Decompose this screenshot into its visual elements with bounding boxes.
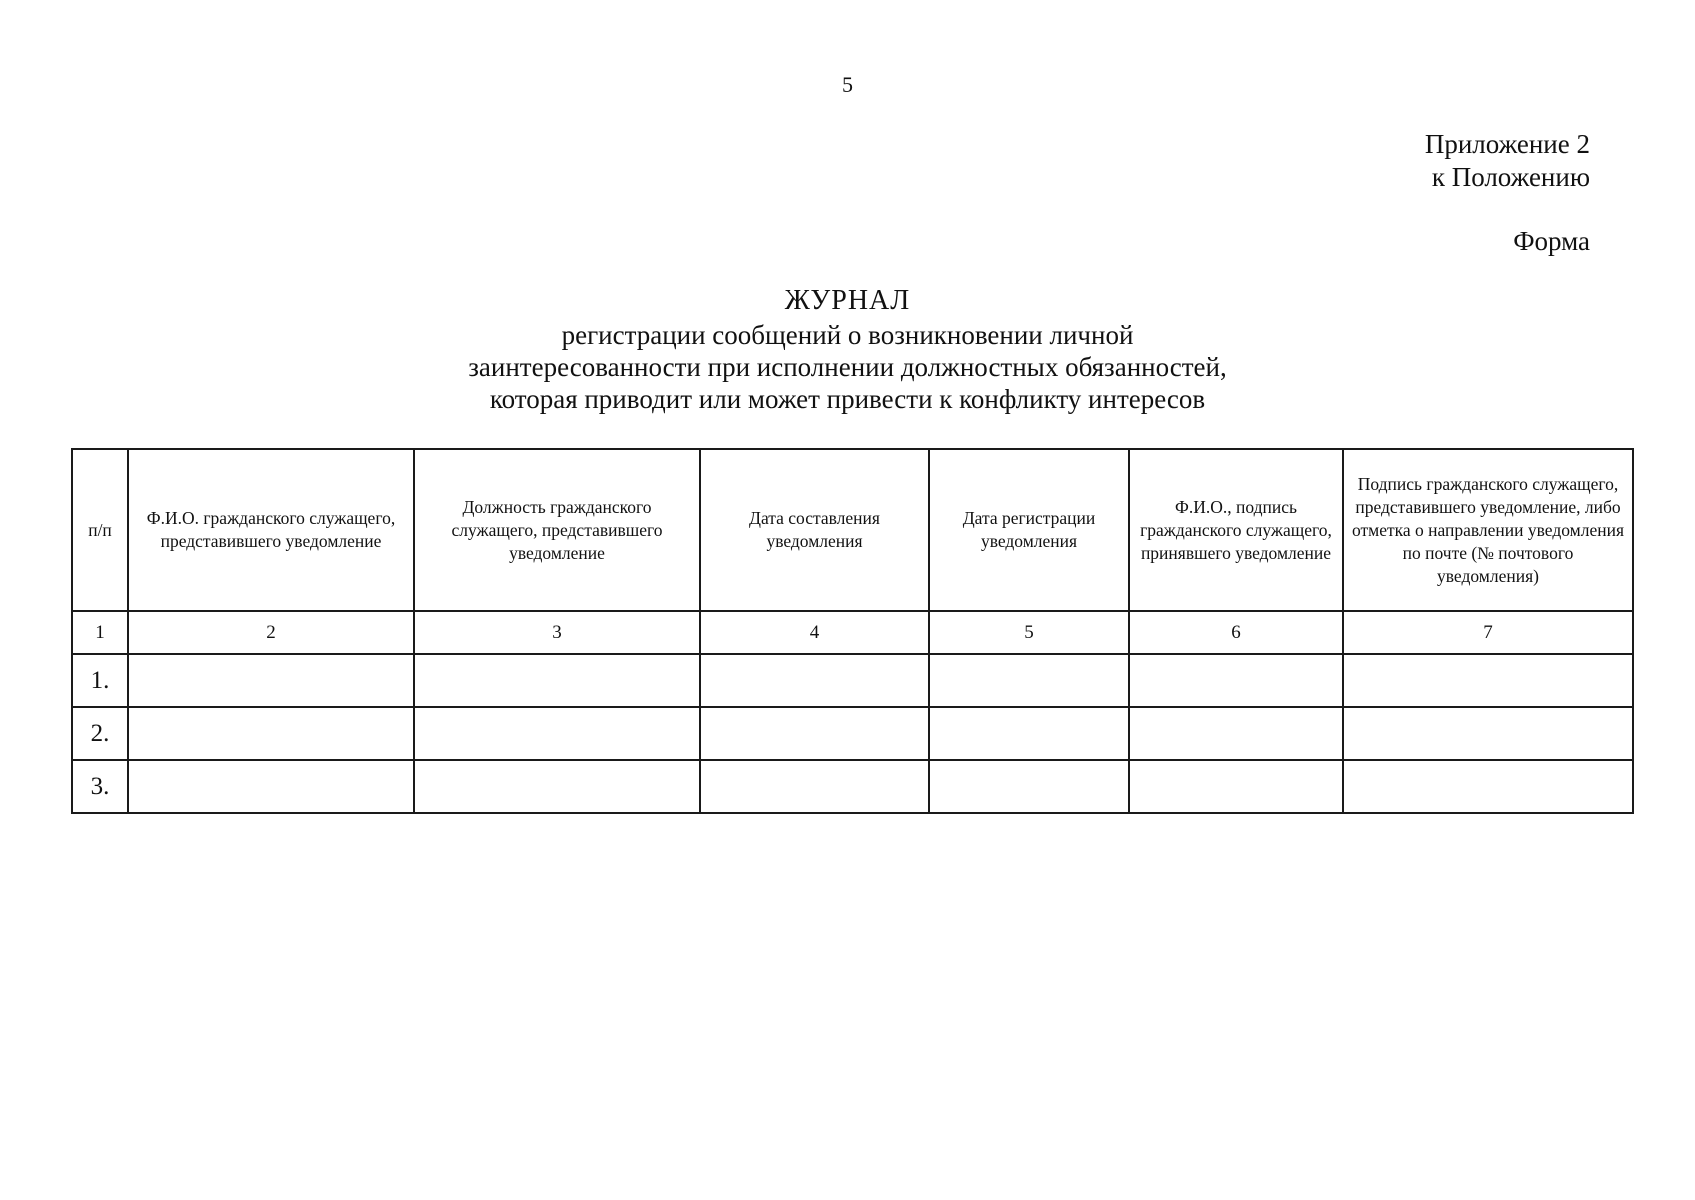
table-cell xyxy=(128,707,414,760)
column-number: 4 xyxy=(700,611,929,654)
column-number: 3 xyxy=(414,611,700,654)
appendix-line-1: Приложение 2 xyxy=(1424,129,1590,159)
column-numbers-row xyxy=(72,611,1633,654)
table-cell xyxy=(414,707,700,760)
row-number: 1. xyxy=(72,654,128,707)
journal-table xyxy=(71,448,1634,814)
row-number: 3. xyxy=(72,760,128,813)
column-number: 1 xyxy=(72,611,128,654)
table-row xyxy=(72,760,1633,813)
table-cell xyxy=(414,760,700,813)
header-cell-number: п/п xyxy=(72,449,128,611)
header-cell-signature: Подпись гражданского служащего, представившего уведомление, либо отметка о направлении уведомления по почте (№ почтового уведомления) xyxy=(1343,449,1633,611)
header-cell-full-name: Ф.И.О. гражданского служащего, представившего уведомление xyxy=(128,449,414,611)
table-row xyxy=(72,654,1633,707)
table-cell xyxy=(1129,760,1343,813)
appendix-line-2: к Положению xyxy=(1431,162,1590,192)
document-title xyxy=(0,285,1695,415)
header-cell-position: Должность гражданского служащего, представившего уведомление xyxy=(414,449,700,611)
table-cell xyxy=(1343,760,1633,813)
table-cell xyxy=(128,760,414,813)
appendix-reference xyxy=(1425,128,1590,194)
row-number: 2. xyxy=(72,707,128,760)
table-cell xyxy=(700,760,929,813)
table-cell xyxy=(700,707,929,760)
table-cell xyxy=(128,654,414,707)
table-cell xyxy=(1343,654,1633,707)
form-label: Форма xyxy=(1513,226,1590,256)
header-cell-compose-date: Дата составления уведомления xyxy=(700,449,929,611)
table-cell xyxy=(414,654,700,707)
table-cell xyxy=(1343,707,1633,760)
title-line-3: которая приводит или может привести к конфликту интересов xyxy=(489,384,1206,414)
title-line-2: заинтересованности при исполнении должностных обязанностей, xyxy=(468,352,1227,382)
table-cell xyxy=(1129,654,1343,707)
column-number: 6 xyxy=(1129,611,1343,654)
page-number: 5 xyxy=(842,72,853,97)
column-number: 2 xyxy=(128,611,414,654)
table-header-row xyxy=(72,449,1633,611)
table-row xyxy=(72,707,1633,760)
title-main: ЖУРНАЛ xyxy=(784,285,911,316)
table-cell xyxy=(700,654,929,707)
header-cell-receiver: Ф.И.О., подпись гражданского служащего, принявшего уведомление xyxy=(1129,449,1343,611)
table-cell xyxy=(929,760,1129,813)
column-number: 5 xyxy=(929,611,1129,654)
table-cell xyxy=(929,654,1129,707)
table-cell xyxy=(929,707,1129,760)
header-cell-registration-date: Дата регистрации уведомления xyxy=(929,449,1129,611)
column-number: 7 xyxy=(1343,611,1633,654)
table-cell xyxy=(1129,707,1343,760)
title-line-1: регистрации сообщений о возникновении личной xyxy=(561,320,1134,350)
